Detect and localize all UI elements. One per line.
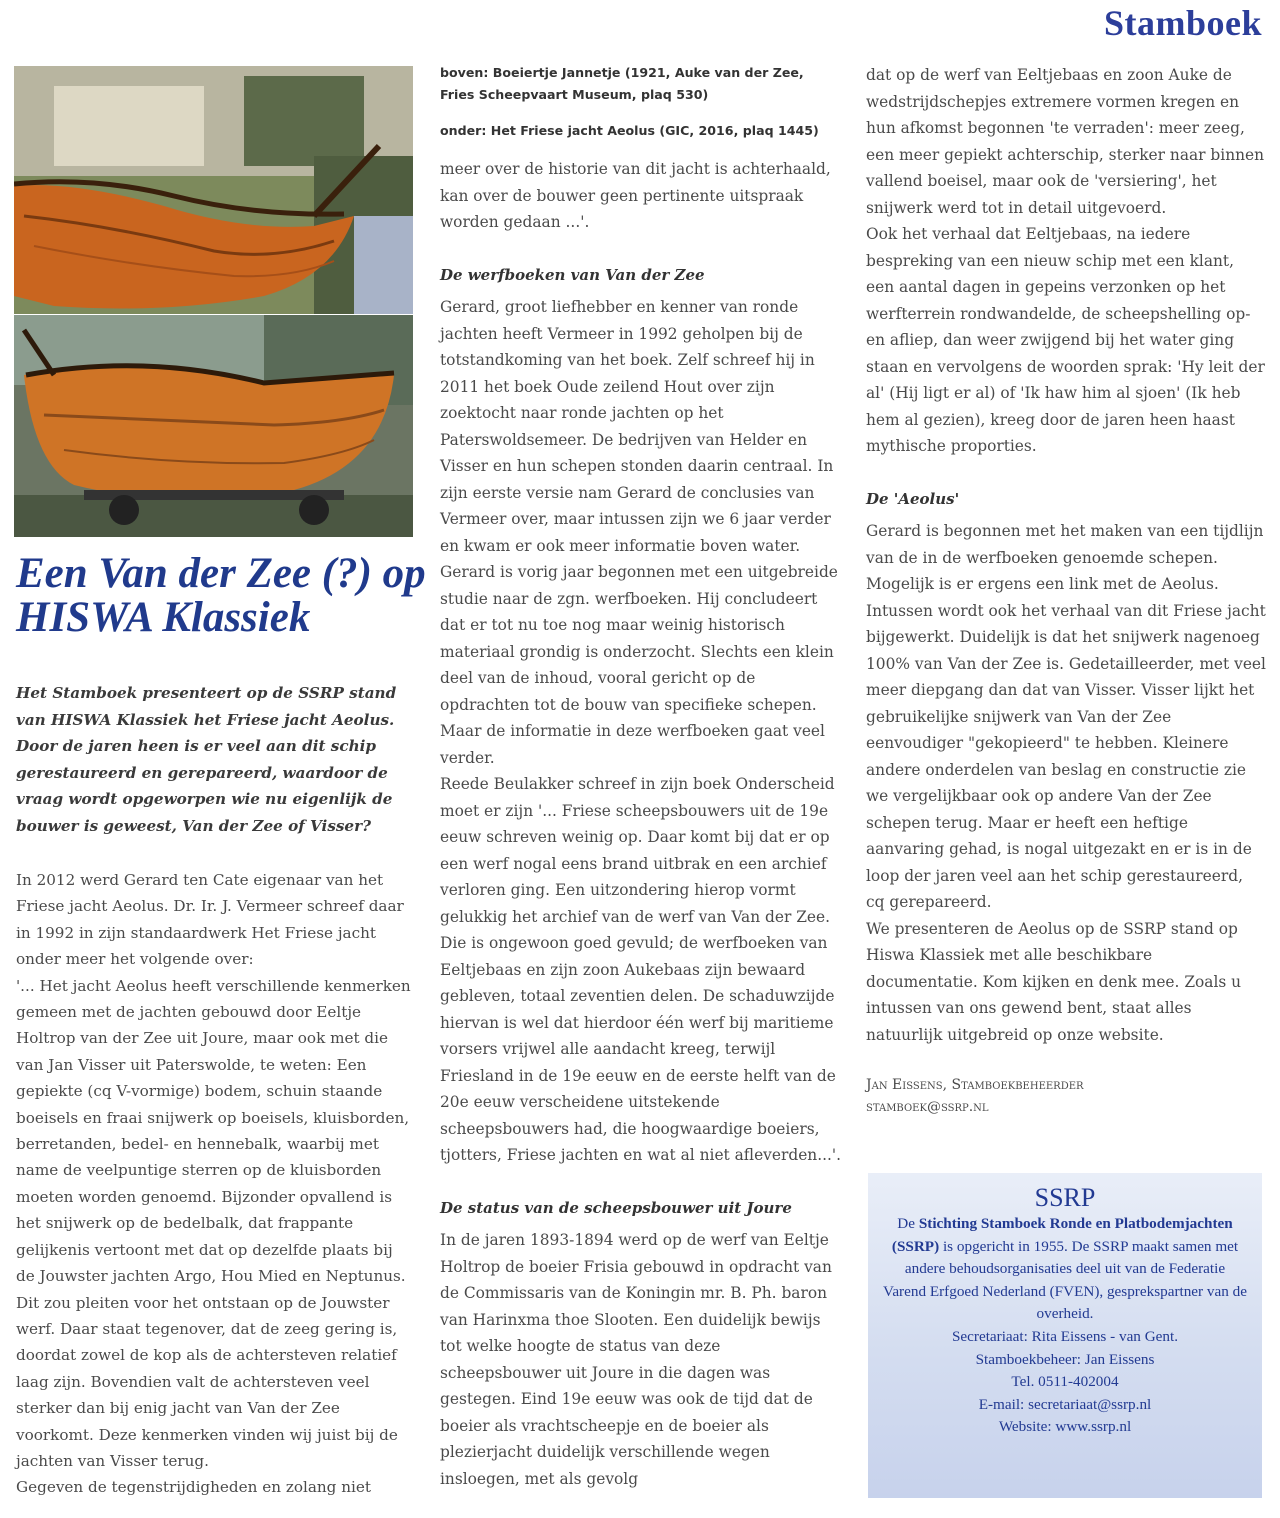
ssrp-website-link[interactable]: Website: www.ssrp.nl <box>998 1418 1132 1436</box>
subheading: De werfboeken van Van der Zee <box>440 265 705 284</box>
paragraph: Gegeven de tegenstrijdigheden en zolang niet <box>16 1478 371 1497</box>
ssrp-org-name: Stichting Stamboek Ronde en Platbodemjachten (SSRP) <box>891 1215 1233 1255</box>
author-name: Jan Eissens, Stamboekbeheerder <box>866 1077 1084 1093</box>
ssrp-manager: Stamboekbeheer: Jan Eissens <box>975 1350 1155 1368</box>
subheading: De status van de scheepsbouwer uit Joure <box>440 1198 792 1217</box>
paragraph: Gerard is begonnen met het maken van een tijdlijn van de in de werfboeken genoemde schepen. Mogelijk is er ergens een link met de Aeolus. Intussen wordt ook het verhaal van dit Friese jacht bijgewerkt. Duidelijk is dat het snijwerk nagenoeg 100% van Van der Zee is. Gedetailleerder, met veel meer diepgang dan dat van Visser. Visser lijkt het gebruikelijke snijwerk van Van der Zee eenvoudiger "gekopieerd" te hebben. Kleinere andere onderdelen van beslag en constructie zie we vergelijkbaar ook op andere Van der Zee schepen terug. Maar er heeft een heftige aanvaring gehad, is nogal uitgezakt en er is in de loop der jaren veel aan het schip gerestaureerd, cq gerepareerd. <box>866 522 1266 911</box>
column-3 <box>866 62 1266 1118</box>
paragraph: Ook het verhaal dat Eeltjebaas, na iedere bespreking van een nieuw schip met een klant, een aantal dagen in gepeins verzonken op het werfterrein rondwandelde, de scheepshelling op- en afliep, dan weer zwijgend bij het water ging staan en vervolgens de woorden sprak: 'Hy leit der al' (Hij ligt er al) of 'Ik haw him al sjoen' (Ik heb hem al gezien), kreeg door de jaren heen haast mythische proporties. <box>866 225 1265 455</box>
wooden-boat-museum-photo <box>14 66 413 314</box>
ssrp-info-box <box>868 1173 1262 1498</box>
paragraph: Reede Beulakker schreef in zijn boek Onderscheid moet er zijn '... Friese scheepsbouwers uit de 19e eeuw schreven weinig op. Daar komt bij dat er op een werf nogal eens brand uitbrak en een archief verloren ging. Een uitzondering hierop vormt gelukkig het archief van de werf van Van der Zee. Die is ongewoon goed gevuld; de werfboeken van Eeltjebaas en zijn zoon Aukebaas zijn bewaard gebleven, totaal zeventien delen. De schaduwzijde hiervan is wel dat hierdoor één werf bij maritieme vorsers vrijwel alle aandacht kreeg, terwijl Friesland in de 19e eeuw en de eerste helft van de 20e eeuw verscheidene uitstekende scheepsbouwers had, die hoogwaardige boeiers, tjotters, Friese jachten en wat al niet afleverden...'. <box>440 775 842 1164</box>
ssrp-email-link[interactable]: E-mail: secretariaat@ssrp.nl <box>978 1395 1152 1413</box>
paragraph: In de jaren 1893-1894 werd op de werf van Eeltje Holtrop de boeier Frisia gebouwd in opdracht van de Commissaris van de Koningin mr. B. Ph. baron van Harinxma thoe Slooten. Een duidelijk bewijs tot welke hoogte de status van deze scheepsbouwer uit Joure in die dagen was gestegen. Eind 19e eeuw was ook de tijd dat de boeier als vrachtscheepje en de boeier als plezierjacht duidelijk verschillende wegen insloegen, met als gevolg <box>440 1231 832 1488</box>
ssrp-secretary: Secretariaat: Rita Eissens - van Gent. <box>951 1327 1179 1345</box>
paragraph: In 2012 werd Gerard ten Cate eigenaar van het Friese jacht Aeolus. Dr. Ir. J. Vermeer schreef daar in 1992 in zijn standaardwerk Het Friese jacht onder meer het volgende over: <box>16 871 404 969</box>
subheading: De 'Aeolus' <box>866 489 960 508</box>
ssrp-description: De Stichting Stamboek Ronde en Platbodemjachten (SSRP) is opgericht in 1955. De SSRP maakt samen met andere behoudsorganisaties deel uit van de Federatie Varend Erfgoed Nederland (FVEN), gesprekspartner van de overheid. <box>883 1215 1247 1323</box>
paragraph: '... Het jacht Aeolus heeft verschillende kenmerken gemeen met de jachten gebouwd door Eeltje Holtrop van der Zee uit Joure, maar ook met die van Jan Visser uit Paterswolde, te weten: Een gepiekte (cq V-vormige) bodem, schuin staande boeisels en fraai snijwerk op boeisels, kluisborden, berretanden, bedel- en hennebalk, waarbij met name de veelpuntige sterren op de kluisborden moeten worden genoemd. Bijzonder opvallend is het snijwerk op de bedelbalk, dat frappante gelijkenis vertoont met dat op dezelfde plaats bij de Jouwster jachten Argo, Hou Mied en Neptunus. Dit zou pleiten voor het ontstaan op de Jouwster werf. Daar staat tegenover, dat de zeeg gering is, doordat zowel de kop als de achtersteven relatief laag zijn. Bovendien valt de achtersteven veel sterker dan bij enig jacht van Van der Zee voorkomt. Deze kenmerken vinden wij juist bij de jachten van Visser terug. <box>16 976 411 1470</box>
column-2 <box>440 62 842 1492</box>
paragraph: We presenteren de Aeolus op de SSRP stand op Hiswa Klassiek met alle beschikbare documentatie. Kom kijken en denk mee. Zoals u intussen van ons gewend bent, staat alles natuurlijk uitgebreid op onze website. <box>866 919 1242 1044</box>
section-label: Stamboek <box>1103 3 1262 43</box>
author-email: stamboek@ssrp.nl <box>866 1099 989 1115</box>
ssrp-heading: SSRP <box>1034 1183 1096 1212</box>
photo-caption-top: boven: Boeiertje Jannetje (1921, Auke van der Zee, Fries Scheepvaart Museum, plaq 530) <box>440 65 804 102</box>
column-1-body <box>16 867 411 1501</box>
article-lead: Het Stamboek presenteert op de SSRP stand van HISWA Klassiek het Friese jacht Aeolus. Door de jaren heen is er veel aan dit schip gerestaureerd en gerepareerd, waardoor de vraag wordt opgeworpen wie nu eigenlijk de bouwer is geweest, Van der Zee of Visser? <box>16 684 397 835</box>
ssrp-phone: Tel. 0511-402004 <box>1011 1373 1119 1391</box>
paragraph: meer over de historie van dit jacht is achterhaald, kan over de bouwer geen pertinente uitspraak worden gedaan ...'. <box>440 160 831 231</box>
article-title: Een Van der Zee (?) op HISWA Klassiek <box>16 550 426 641</box>
wooden-boat-trailer-photo <box>14 315 413 537</box>
paragraph: Gerard, groot liefhebber en kenner van ronde jachten heeft Vermeer in 1992 geholpen bij de totstandkoming van het boek. Zelf schreef hij in 2011 het boek Oude zeilend Hout over zijn zoektocht naar ronde jachten op het Paterswoldsemeer. De bedrijven van Helder en Visser en hun schepen stonden daarin centraal. In zijn eerste versie nam Gerard de conclusies van Vermeer over, maar intussen zijn we 6 jaar verder en kwam er ook meer informatie boven water. Gerard is vorig jaar begonnen met een uitgebreide studie naar de zgn. werfboeken. Hij concludeert dat er tot nu toe nog maar weinig historisch materiaal grondig is onderzocht. Slechts een klein deel van de inhoud, vooral gericht op de opdrachten tot de bouw van specifieke schepen. Maar de informatie in deze werfboeken gaat veel verder. <box>440 298 838 767</box>
photo-caption-bottom: onder: Het Friese jacht Aeolus (GIC, 2016, plaq 1445) <box>440 123 819 138</box>
paragraph: dat op de werf van Eeltjebaas en zoon Auke de wedstrijdschepjes extremere vormen kregen en hun afkomst begonnen 'te verraden': meer zeeg, een meer gepiekt achterschip, sterker naar binnen vallend boeisel, maar ook de 'versiering', het snijwerk werd tot in detail uitgevoerd. <box>866 66 1265 217</box>
